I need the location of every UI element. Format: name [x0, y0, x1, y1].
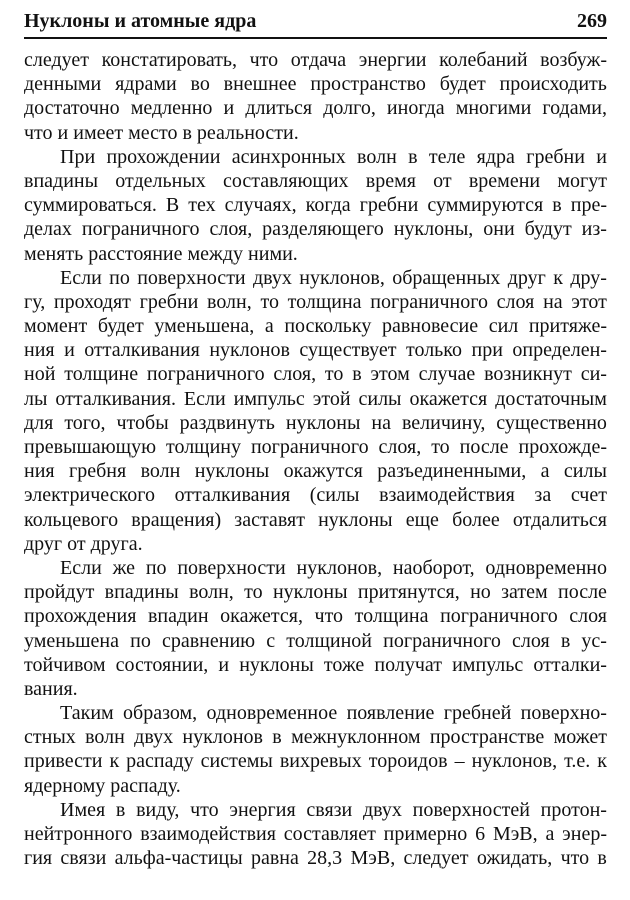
word: пройдут — [24, 581, 95, 604]
word: прохождении — [106, 145, 221, 168]
text-line — [24, 193, 607, 217]
text-line — [24, 266, 607, 290]
word: существует — [299, 339, 397, 362]
word: примерно — [383, 823, 468, 845]
word: кольцевого — [24, 508, 119, 531]
word: то — [431, 436, 450, 458]
word: нуклонов — [182, 726, 263, 749]
word: сравнению — [161, 629, 256, 652]
word: (силы — [309, 484, 360, 507]
word: слоя — [511, 629, 550, 652]
word: в — [560, 629, 571, 652]
word: слоя, — [209, 218, 253, 241]
word: распаду — [126, 750, 194, 773]
text-line — [24, 556, 607, 580]
word: в — [408, 145, 418, 168]
word: этой — [312, 387, 351, 410]
word: происходить — [499, 73, 607, 96]
word: гребни — [139, 290, 199, 313]
word: поверхно- — [520, 702, 607, 725]
word: Если — [60, 266, 102, 289]
word: отдалиться — [512, 508, 607, 531]
word: системы — [200, 750, 273, 773]
word: пограничного — [440, 605, 558, 628]
word: этот — [571, 290, 607, 313]
word: нуклонов — [209, 339, 290, 362]
text-line — [24, 701, 607, 725]
word: а — [264, 315, 274, 338]
word: волн, — [189, 581, 234, 604]
word: на — [371, 411, 391, 434]
text-line — [24, 169, 607, 193]
word: медленно — [130, 97, 213, 120]
word: Если — [60, 556, 102, 579]
word: следует — [403, 847, 469, 870]
word: суммируются — [427, 194, 544, 217]
word: по — [109, 266, 130, 289]
word: нуклоны — [194, 460, 270, 483]
word: поверхности — [137, 266, 246, 289]
word: что — [560, 847, 590, 870]
word: то — [260, 290, 279, 313]
word: энер- — [562, 823, 607, 845]
word: по — [130, 629, 151, 652]
word: нуклоны — [239, 653, 314, 676]
word: тоже — [323, 653, 365, 676]
word: составляет — [283, 823, 376, 845]
word: с — [266, 629, 276, 652]
word: уменьшена — [24, 629, 119, 652]
word: энергии — [358, 49, 427, 71]
word: впадины — [24, 169, 99, 192]
word: пограничного — [370, 290, 488, 313]
word: пограничного — [81, 218, 200, 241]
word: к — [597, 750, 607, 773]
word: притянутся, — [357, 581, 460, 604]
word: толщина — [287, 290, 362, 313]
word: одновременное — [206, 702, 338, 725]
word: силы — [563, 460, 607, 483]
text-line: вания. — [24, 677, 78, 700]
word: а — [545, 823, 555, 845]
word: внешнее — [223, 73, 297, 96]
word: и — [64, 339, 75, 362]
word: на — [543, 290, 563, 313]
body-text — [24, 48, 607, 870]
word: образом, — [123, 702, 198, 725]
word: вращения) — [131, 508, 222, 531]
word: разделяющего — [262, 218, 384, 241]
text-line — [24, 217, 607, 241]
word: они — [483, 218, 515, 241]
word: следует — [24, 49, 89, 71]
word: только — [405, 339, 462, 362]
word: момент — [24, 315, 88, 338]
word: толщине — [64, 363, 139, 386]
word: по — [145, 556, 167, 579]
word: альфа-частицы — [114, 847, 243, 870]
word: при — [471, 339, 503, 362]
word: после — [558, 581, 607, 604]
word: гу, — [24, 290, 46, 313]
word: равновесие — [381, 315, 479, 338]
word: отталкивания. — [55, 387, 176, 410]
word: толщина — [354, 605, 429, 628]
text-line — [24, 846, 607, 870]
word: годами, — [542, 97, 607, 120]
word: лы — [24, 387, 48, 410]
word: величину, — [401, 411, 486, 434]
word: что — [249, 49, 279, 71]
word: отталкивания — [84, 339, 200, 362]
word: существенно — [496, 411, 607, 434]
word: тойчивом — [24, 653, 106, 676]
word: нуклонов, — [471, 750, 558, 773]
word: для — [24, 411, 54, 434]
word: могут — [557, 169, 607, 192]
word: более — [452, 508, 500, 531]
word: будет — [439, 73, 486, 96]
word: слоя, — [273, 363, 317, 386]
word: гребня — [69, 460, 127, 483]
word: за — [534, 484, 552, 507]
text-line — [24, 604, 607, 628]
word: будет — [97, 315, 144, 338]
word: Таким — [60, 702, 114, 725]
word: волн, — [207, 290, 252, 313]
word: нуклоны — [272, 581, 348, 604]
word: импульс — [233, 387, 305, 410]
text-line — [24, 798, 607, 822]
word: может — [553, 726, 607, 749]
word: теле — [428, 145, 466, 168]
word: дру- — [570, 266, 607, 289]
text-line — [24, 362, 607, 386]
word: в — [352, 363, 362, 386]
word: достаточным — [495, 387, 607, 410]
word: одновременно — [485, 556, 607, 579]
word: и — [596, 145, 607, 168]
word: межнуклонном — [291, 726, 421, 749]
word: прохождения — [24, 605, 137, 628]
running-header — [24, 8, 607, 39]
word: двух — [134, 726, 174, 749]
word: двух — [362, 798, 402, 821]
word: впадины — [104, 581, 179, 604]
text-line — [24, 72, 607, 96]
word: нуклонов, — [299, 266, 385, 289]
word: иногда — [386, 97, 445, 120]
word: возбуж- — [540, 49, 607, 71]
word: нуклоны, — [393, 218, 474, 241]
word: в — [272, 726, 282, 749]
word: пространство — [310, 73, 426, 96]
word: возникнут — [484, 363, 572, 386]
word: гия — [24, 847, 53, 870]
text-line — [24, 145, 607, 169]
word: При — [60, 145, 96, 168]
word: 28,3 — [307, 847, 343, 870]
word: появление — [346, 702, 435, 725]
word: пространстве — [429, 726, 545, 749]
word: ожидать, — [476, 847, 553, 870]
word: сил — [488, 315, 519, 338]
word: пограничного — [250, 436, 369, 458]
word: взаимодействия — [379, 484, 515, 507]
word: импульс — [452, 653, 524, 676]
word: этом — [370, 363, 410, 386]
word: случае — [418, 363, 476, 386]
word: счет — [570, 484, 607, 507]
word: во — [190, 73, 210, 96]
word: пре- — [570, 194, 607, 217]
word: раздвинуть — [179, 411, 275, 434]
word: двух — [253, 266, 292, 289]
word: ния — [24, 339, 55, 362]
word: достаточно — [24, 97, 120, 120]
word: отдача — [290, 49, 347, 71]
word: гребни — [359, 194, 419, 217]
text-line — [24, 48, 607, 72]
word: денными — [24, 73, 102, 96]
word: и — [218, 653, 230, 676]
word: МэВ, — [350, 847, 396, 870]
word: к — [553, 266, 563, 289]
word: долго, — [323, 97, 376, 120]
word: в — [552, 194, 562, 217]
text-line: менять расстояние между ними. — [24, 242, 298, 265]
word: суммироваться. — [24, 194, 157, 217]
word: впадин — [147, 605, 209, 628]
word: пограничного — [383, 629, 501, 652]
word: делах — [24, 218, 72, 241]
text-line — [24, 387, 607, 411]
running-title: Нуклоны и атомные ядра — [24, 10, 257, 32]
word: нуклоны — [318, 508, 393, 531]
word: волн — [85, 726, 125, 749]
word: взаимодействия — [140, 823, 276, 845]
text-line — [24, 629, 607, 653]
word: слоя — [569, 605, 607, 628]
word: связи — [306, 798, 353, 821]
word: поверхности — [177, 556, 286, 579]
word: отдельных — [115, 169, 206, 192]
text-line — [24, 290, 607, 314]
word: окажется — [409, 387, 488, 410]
text-line — [24, 749, 607, 773]
word: затем — [501, 581, 548, 604]
word: пограничного — [146, 363, 265, 386]
word: отталки- — [533, 653, 607, 676]
word: когда — [305, 194, 351, 217]
word: 6 — [475, 823, 486, 845]
word: еще — [405, 508, 439, 531]
text-line — [24, 338, 607, 362]
word: после — [459, 436, 509, 458]
word: из- — [581, 218, 607, 241]
word: колебаний — [439, 49, 528, 71]
word: асинхронных — [231, 145, 346, 168]
word: нуклонов, — [296, 556, 383, 579]
word: друг — [507, 266, 546, 289]
word: заставят — [234, 508, 305, 531]
word: нуклоны — [285, 411, 361, 434]
word: к — [109, 750, 120, 773]
word: стных — [24, 726, 76, 749]
word: уменьшена, — [154, 315, 255, 338]
word: привести — [24, 750, 103, 773]
word: времени — [468, 169, 541, 192]
word: определен- — [512, 339, 607, 362]
word: слоя — [496, 290, 535, 313]
word: ния — [24, 460, 55, 483]
page-number: 269 — [577, 10, 607, 32]
word: обращенных — [392, 266, 501, 289]
word: превышающую — [24, 436, 157, 458]
word: волн — [140, 460, 181, 483]
word: си- — [580, 363, 607, 386]
word: нейтронного — [24, 823, 133, 845]
word: Имея — [60, 798, 106, 821]
book-page — [24, 8, 607, 870]
word: протон- — [540, 798, 607, 821]
word: ус- — [581, 629, 607, 652]
word: от — [433, 169, 452, 192]
word: гребней — [443, 702, 512, 725]
word: то — [244, 581, 263, 604]
word: поскольку — [284, 315, 372, 338]
word: длиться — [245, 97, 313, 120]
word: в — [115, 798, 126, 821]
word: ной — [24, 363, 56, 386]
word: электрического — [24, 484, 155, 507]
word: Если — [183, 387, 226, 410]
text-line: что и имеет место в реальности. — [24, 121, 299, 144]
word: ядра — [476, 145, 515, 168]
word: получат — [374, 653, 442, 676]
text-line — [24, 653, 607, 677]
word: но — [470, 581, 491, 604]
word: отталкивания — [174, 484, 291, 507]
text-line — [24, 459, 607, 483]
word: вихревых — [279, 750, 362, 773]
word: тороидов — [368, 750, 448, 773]
word: разъединенными, — [377, 460, 527, 483]
word: толщину — [165, 436, 241, 458]
word: многими — [455, 97, 532, 120]
word: того, — [64, 411, 106, 434]
word: тех — [188, 194, 216, 217]
word: что — [314, 605, 344, 628]
word: поверхностей — [412, 798, 530, 821]
text-line — [24, 508, 607, 532]
word: окажутся — [283, 460, 363, 483]
word: слоя, — [378, 436, 422, 458]
word: притяже- — [528, 315, 607, 338]
word: виду, — [136, 798, 180, 821]
word: что — [190, 798, 219, 821]
text-line — [24, 483, 607, 507]
word: толщиной — [286, 629, 372, 652]
word: ядрами — [115, 73, 177, 96]
word: окажется, — [220, 605, 303, 628]
text-line — [24, 96, 607, 120]
text-line — [24, 314, 607, 338]
text-line — [24, 725, 607, 749]
word: а — [540, 460, 550, 483]
word: равна — [250, 847, 299, 870]
word: проходят — [53, 290, 131, 313]
word: то — [324, 363, 344, 386]
word: состоянии, — [115, 653, 209, 676]
text-line — [24, 580, 607, 604]
text-line: ядерному распаду. — [24, 774, 181, 797]
word: составляющих — [223, 169, 349, 192]
word: силы — [358, 387, 402, 410]
word: связи — [60, 847, 107, 870]
word: В — [165, 194, 180, 217]
word: в — [597, 847, 607, 870]
word: т.е. — [564, 750, 591, 773]
word: случаях, — [224, 194, 297, 217]
word: будут — [524, 218, 572, 241]
word: МэВ, — [492, 823, 538, 845]
word: и — [223, 97, 235, 120]
text-line: друг от друга. — [24, 532, 143, 555]
text-line — [24, 435, 607, 459]
word: волн — [357, 145, 397, 168]
word: же — [112, 556, 136, 579]
word: энергия — [229, 798, 296, 821]
text-line — [24, 411, 607, 435]
word: констатировать, — [101, 49, 238, 71]
word: время — [365, 169, 416, 192]
text-line — [24, 822, 607, 846]
word: прохожде- — [518, 436, 607, 458]
word: – — [454, 750, 465, 773]
word: наоборот, — [392, 556, 475, 579]
word: гребни — [526, 145, 585, 168]
word: чтобы — [116, 411, 169, 434]
